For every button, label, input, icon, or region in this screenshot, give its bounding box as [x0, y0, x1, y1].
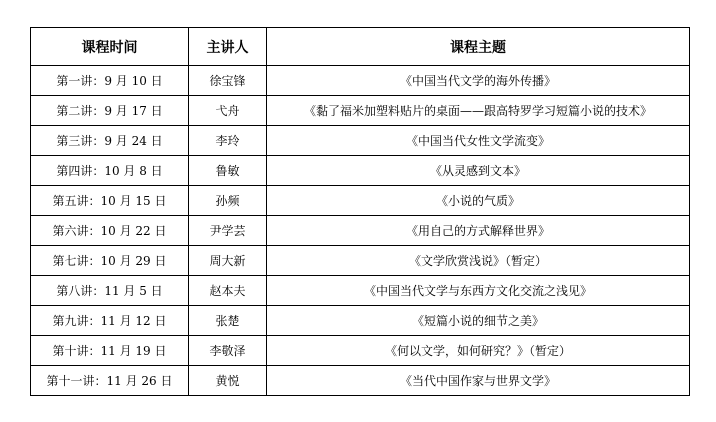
header-course-topic: 课程主题: [267, 28, 690, 66]
cell-topic: 《中国当代文学的海外传播》: [267, 66, 690, 96]
table-row: [31, 156, 690, 186]
cell-time: 第四讲：10 月 8 日: [31, 156, 189, 186]
table-row: [31, 246, 690, 276]
table-row: [31, 366, 690, 396]
cell-time: 第三讲：9 月 24 日: [31, 126, 189, 156]
cell-time: 第二讲：9 月 17 日: [31, 96, 189, 126]
cell-time: 第五讲：10 月 15 日: [31, 186, 189, 216]
cell-time: 第十一讲：11 月 26 日: [31, 366, 189, 396]
table-header-row: [31, 28, 690, 66]
table-row: [31, 306, 690, 336]
table-row: [31, 96, 690, 126]
cell-speaker: 张楚: [189, 306, 267, 336]
cell-speaker: 李敬泽: [189, 336, 267, 366]
cell-speaker: 赵本夫: [189, 276, 267, 306]
cell-speaker: 孙频: [189, 186, 267, 216]
cell-speaker: 弋舟: [189, 96, 267, 126]
cell-topic: 《中国当代女性文学流变》: [267, 126, 690, 156]
cell-time: 第一讲：9 月 10 日: [31, 66, 189, 96]
cell-topic: 《何以文学，如何研究？》（暂定）: [267, 336, 690, 366]
table-row: [31, 66, 690, 96]
course-schedule-table: [30, 27, 690, 396]
cell-speaker: 徐宝锋: [189, 66, 267, 96]
table-row: [31, 186, 690, 216]
cell-topic: 《中国当代文学与东西方文化交流之浅见》: [267, 276, 690, 306]
table-row: [31, 276, 690, 306]
cell-topic: 《从灵感到文本》: [267, 156, 690, 186]
cell-topic: 《短篇小说的细节之美》: [267, 306, 690, 336]
cell-speaker: 鲁敏: [189, 156, 267, 186]
cell-topic: 《当代中国作家与世界文学》: [267, 366, 690, 396]
cell-speaker: 李玲: [189, 126, 267, 156]
cell-time: 第六讲：10 月 22 日: [31, 216, 189, 246]
cell-topic: 《文学欣赏浅说》（暂定）: [267, 246, 690, 276]
table-row: [31, 336, 690, 366]
cell-time: 第八讲：11 月 5 日: [31, 276, 189, 306]
cell-topic: 《黏了福米加塑料贴片的桌面——跟高特罗学习短篇小说的技术》: [267, 96, 690, 126]
cell-speaker: 黄悦: [189, 366, 267, 396]
cell-time: 第七讲：10 月 29 日: [31, 246, 189, 276]
cell-topic: 《用自己的方式解释世界》: [267, 216, 690, 246]
cell-time: 第九讲：11 月 12 日: [31, 306, 189, 336]
table-row: [31, 216, 690, 246]
header-speaker: 主讲人: [189, 28, 267, 66]
cell-speaker: 周大新: [189, 246, 267, 276]
table-row: [31, 126, 690, 156]
header-course-time: 课程时间: [31, 28, 189, 66]
cell-topic: 《小说的气质》: [267, 186, 690, 216]
cell-time: 第十讲：11 月 19 日: [31, 336, 189, 366]
cell-speaker: 尹学芸: [189, 216, 267, 246]
